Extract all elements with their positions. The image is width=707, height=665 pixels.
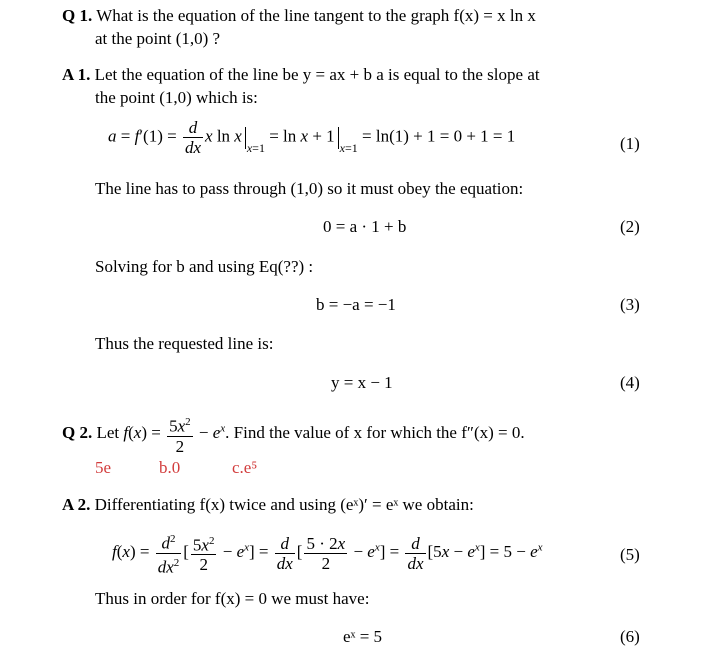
answer-2 [62,495,474,515]
answer-1-text-2: The line has to pass through (1,0) so it must obey the equation: [95,179,524,198]
question-2-text: . Find the value of x for which the f″(x) = 0. [225,423,525,443]
option-b: b.0 [159,458,181,477]
answer-2-line-1: Differentiating f(x) twice and using (eˣ)′ = eˣ we obtain: [94,495,474,514]
option-c: c.e⁵ [232,458,258,477]
equation-3-number: (3) [620,295,640,314]
answer-2-label: A 2. [62,495,91,514]
equation-1-number: (1) [620,134,640,153]
answer-1-line-1: Let the equation of the line be y = ax + b a is equal to the slope at [94,65,540,84]
equation-1: a = f′(1) = $\frac{d}{dx}$ x $\ln x_{x=1} = \ln x + 1_{x=1} = \ln(1) + 1 = 0 + 1 = 1$ [108,118,516,157]
question-2: Q 2. Let f(x) = $\frac{5x^2}{2}$ − $e^x$. Find the value of x for which the f″(x) = 0. [62,413,525,456]
answer-1 [62,65,540,85]
answer-2-text-2: Thus in order for f(x) = 0 we must have: [95,589,370,608]
answer-1-label: A 1. [62,65,91,84]
answer-1-text-3: Solving for b and using Eq(??) : [95,257,314,276]
equation-2: 0 = a · 1 + b [323,217,407,236]
equation-6: eˣ = 5 [343,627,383,646]
equation-4-number: (4) [620,373,640,392]
option-a: 5e [95,458,112,477]
answer-1-line-2: the point (1,0) which is: [95,88,258,107]
question-1-label: Q 1. [62,6,93,25]
question-1-line-2: at the point (1,0) ? [95,29,221,48]
answer-1-text-4: Thus the requested line is: [95,334,274,353]
equation-6-number: (6) [620,627,640,646]
question-1 [62,6,536,26]
equation-3: b = −a = −1 [316,295,396,314]
equation-4: y = x − 1 [331,373,393,392]
equation-5-number: (5) [620,545,640,564]
question-2-label: Q 2. [62,423,93,443]
equation-5: f(x) = $\frac{d^2}{dx^2}$ [ $\frac{5x^2}{2}$ − $e^x$] = $\frac{d}{dx}$ [ $\frac{5 \cdot 2x}{2}$ − $e^x$] = $\frac{d}{dx}$ $[5x - e^x] = 5 - e^x$ [112,530,543,576]
question-1-line-1: What is the equation of the line tangent to the graph f(x) = x ln x [96,6,536,25]
equation-2-number: (2) [620,217,640,236]
